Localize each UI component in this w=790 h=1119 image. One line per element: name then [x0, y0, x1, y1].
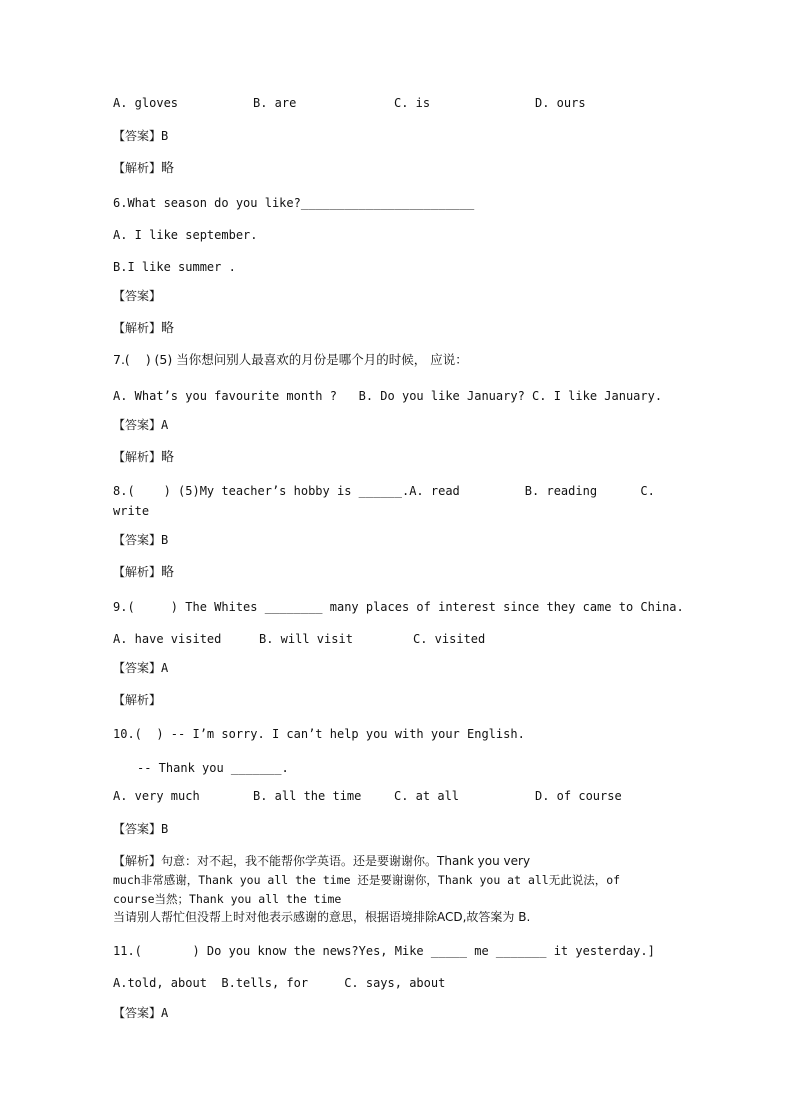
q9-option-c: C. visited — [413, 632, 486, 646]
q11-answer: 【答案】A — [113, 1006, 169, 1020]
q8-answer: 【答案】B — [113, 533, 169, 547]
q9-question: 9.( ) The Whites ________ many places of interest since they came to China. — [113, 600, 684, 614]
q9-analysis: 【解析】 — [113, 693, 162, 707]
q10-option-d: D. of course — [535, 789, 622, 803]
q11-options: A.told, about B.tells, for C. says, about — [113, 976, 446, 990]
q7-analysis: 【解析】略 — [113, 450, 175, 465]
q10-option-b: B. all the time — [253, 789, 362, 803]
q10-question: 10.( ) -- I’m sorry. I can’t help you with your English. — [113, 727, 525, 741]
q7-answer: 【答案】A — [113, 418, 169, 432]
q6-question: 6.What season do you like?________________________ — [113, 196, 475, 210]
q5-option-c: C. is — [394, 96, 431, 110]
q10-answer: 【答案】B — [113, 822, 169, 836]
q10-analysis-line1: 【解析】句意：对不起，我不能帮你学英语。还是要谢谢你。Thank you very — [113, 854, 531, 868]
q5-option-d: D. ours — [535, 96, 586, 110]
q5-answer: 【答案】B — [113, 129, 169, 143]
q6-option-b: B.I like summer . — [113, 260, 236, 274]
q10-option-c: C. at all — [394, 789, 460, 803]
q6-answer: 【答案】 — [113, 289, 162, 303]
q8-question-cont: write — [113, 504, 150, 518]
q9-answer: 【答案】A — [113, 661, 169, 675]
q10-reply: -- Thank you _______. — [137, 761, 289, 775]
q7-question: 7.( ) (5) 当你想问别人最喜欢的月份是哪个月的时候， 应说： — [113, 352, 468, 367]
q5-option-b: B. are — [253, 96, 297, 110]
q5-option-a: A. gloves — [113, 96, 179, 110]
q9-option-a: A. have visited — [113, 632, 222, 646]
q6-option-a: A. I like september. — [113, 228, 258, 242]
q10-analysis-line4: 当请别人帮忙但没帮上时对他表示感谢的意思，根据语境排除ACD,故答案为 B. — [113, 910, 531, 924]
q8-analysis: 【解析】略 — [113, 565, 175, 580]
q10-option-a: A. very much — [113, 789, 200, 803]
q8-question: 8.( ) (5)My teacher’s hobby is ______.A. read B. reading C. — [113, 484, 655, 498]
q10-analysis-line2: much非常感谢，Thank you all the time 还是要谢谢你，Thank you at all无此说法，of — [113, 873, 621, 887]
q11-question: 11.( ) Do you know the news?Yes, Mike _____ me _______ it yesterday.] — [113, 944, 655, 958]
q5-analysis: 【解析】略 — [113, 161, 175, 176]
q7-options: A. What’s you favourite month ? B. Do you like January? C. I like January. — [113, 389, 663, 403]
q9-option-b: B. will visit — [259, 632, 353, 646]
q6-analysis: 【解析】略 — [113, 321, 175, 336]
q10-analysis-line3: course当然；Thank you all the time — [113, 892, 342, 906]
